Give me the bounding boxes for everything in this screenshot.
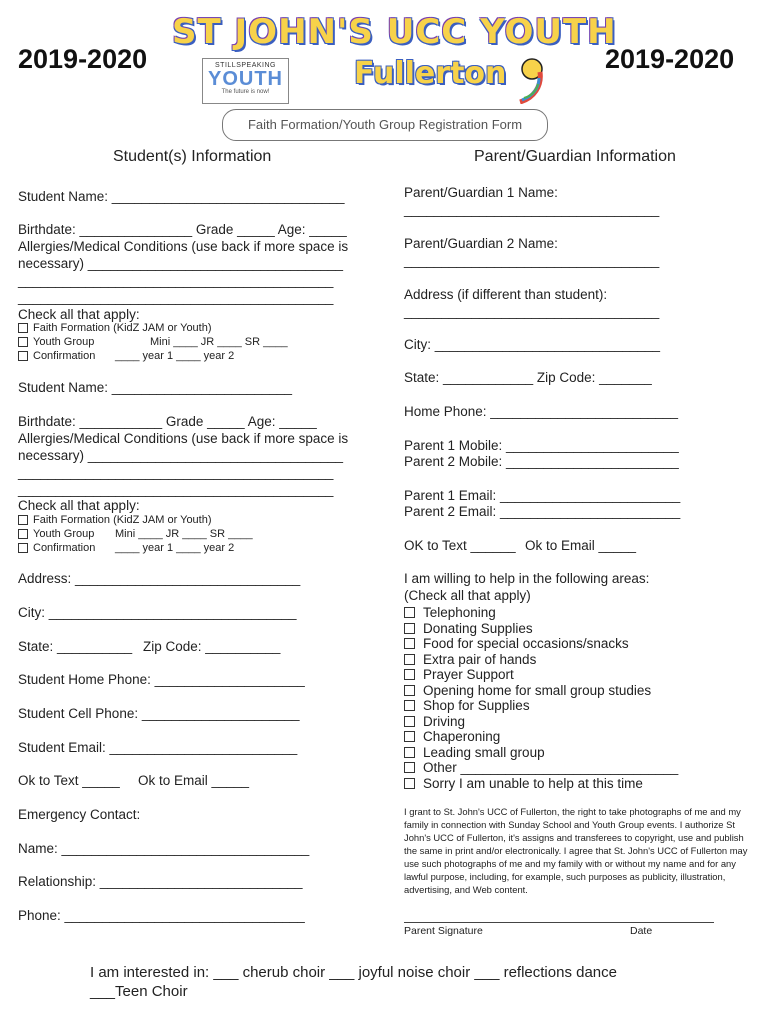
help-subheading: (Check all that apply) [404,588,531,603]
logo-tagline: The future is now! [221,89,270,95]
student2-allergies-line[interactable]: __________________________________________ [18,482,334,497]
checkbox[interactable] [18,323,28,333]
student-ok-to-email-field[interactable]: Ok to Email _____ [138,773,250,788]
help-option-food[interactable]: Food for special occasions/snacks [404,636,629,651]
student1-confirmation-option[interactable]: Confirmation [18,350,95,362]
student-home-phone-field[interactable]: Student Home Phone: ____________________ [18,672,305,687]
student1-youth-group-option[interactable]: Youth Group [18,336,94,348]
banner-subtitle: Fullerton [354,56,507,91]
parent1-mobile-field[interactable]: Parent 1 Mobile: _______________________ [404,438,679,453]
parent-info-heading: Parent/Guardian Information [474,148,676,165]
student2-name-field[interactable]: Student Name: ________________________ [18,380,292,395]
student-city-field[interactable]: City: _________________________________ [18,605,297,620]
help-option-shop-supplies[interactable]: Shop for Supplies [404,698,530,713]
checkbox[interactable] [404,623,415,634]
checkbox[interactable] [18,529,28,539]
student-address-field[interactable]: Address: ______________________________ [18,571,301,586]
student1-birthdate-field[interactable]: Birthdate: _______________ Grade _____ Age: _____ [18,222,347,237]
banner-title: ST JOHN'S UCC YOUTH [172,12,617,52]
checkbox[interactable] [404,716,415,727]
checkbox[interactable] [404,685,415,696]
student-ok-to-text-field[interactable]: Ok to Text _____ [18,773,120,788]
logo-main-text: YOUTH [208,68,283,90]
student2-faith-formation-option[interactable]: Faith Formation (KidZ JAM or Youth) [18,514,212,526]
student-zip-field[interactable]: Zip Code: __________ [143,639,281,654]
checkbox[interactable] [404,778,415,789]
student2-allergies-line[interactable]: __________________________________________ [18,465,334,480]
parent-home-phone-field[interactable]: Home Phone: _________________________ [404,404,679,419]
student2-confirmation-option[interactable]: Confirmation [18,542,95,554]
parent2-name-label: Parent/Guardian 2 Name: [404,236,558,251]
date-label: Date [630,925,653,937]
year-right: 2019-2020 [605,44,735,74]
parent1-email-field[interactable]: Parent 1 Email: ________________________ [404,488,681,503]
parent2-mobile-field[interactable]: Parent 2 Mobile: _______________________ [404,454,679,469]
parent-city-field[interactable]: City: ______________________________ [404,337,660,352]
help-option-leading-small-group[interactable]: Leading small group [404,745,545,760]
student2-check-label: Check all that apply: [18,498,140,513]
student2-youth-group-option[interactable]: Youth Group [18,528,94,540]
student1-faith-formation-option[interactable]: Faith Formation (KidZ JAM or Youth) [18,322,212,334]
help-option-prayer-support[interactable]: Prayer Support [404,667,514,682]
student2-confirmation-years[interactable]: ____ year 1 ____ year 2 [115,542,235,554]
student-cell-phone-field[interactable]: Student Cell Phone: _____________________ [18,706,300,721]
help-option-telephoning[interactable]: Telephoning [404,605,496,620]
student-info-heading: Student(s) Information [113,148,272,165]
parent1-name-label: Parent/Guardian 1 Name: [404,185,558,200]
help-heading: I am willing to help in the following areas: [404,571,650,586]
ucc-comma-icon [514,56,550,104]
student2-youth-group-levels[interactable]: Mini ____ JR ____ SR ____ [115,528,253,540]
help-option-other[interactable]: Other _____________________________ [404,760,678,775]
emergency-phone-field[interactable]: Phone: ________________________________ [18,908,305,923]
emergency-contact-label: Emergency Contact: [18,807,141,822]
checkbox[interactable] [404,669,415,680]
checkbox[interactable] [404,654,415,665]
form-title: Faith Formation/Youth Group Registration Form [222,109,548,141]
emergency-relationship-field[interactable]: Relationship: ___________________________ [18,874,303,889]
signature-line[interactable] [404,922,714,923]
help-option-driving[interactable]: Driving [404,714,465,729]
stillspeaking-youth-logo [202,58,289,104]
student1-check-label: Check all that apply: [18,307,140,322]
help-option-opening-home[interactable]: Opening home for small group studies [404,683,651,698]
student1-allergies-line[interactable]: __________________________________________ [18,273,334,288]
checkbox[interactable] [18,515,28,525]
student1-name-field[interactable]: Student Name: _______________________________ [18,189,345,204]
parent-address-field[interactable]: __________________________________ [404,304,660,319]
checkbox[interactable] [18,543,28,553]
student2-birthdate-field[interactable]: Birthdate: ___________ Grade _____ Age: _____ [18,414,317,429]
checkbox[interactable] [404,700,415,711]
student1-allergies-label: Allergies/Medical Conditions (use back if more space is [18,239,349,254]
parent-ok-to-email-field[interactable]: Ok to Email _____ [525,538,637,553]
parent2-email-field[interactable]: Parent 2 Email: ________________________ [404,504,681,519]
student1-allergies-line[interactable]: __________________________________________ [18,290,334,305]
student2-allergies-field[interactable]: necessary) __________________________________ [18,448,344,463]
student1-youth-group-levels[interactable]: Mini ____ JR ____ SR ____ [150,336,288,348]
help-option-unable[interactable]: Sorry I am unable to help at this time [404,776,643,791]
student-email-field[interactable]: Student Email: _________________________ [18,740,298,755]
parent-state-zip-field[interactable]: State: ____________ Zip Code: _______ [404,370,652,385]
photo-consent-text: I grant to St. John's UCC of Fullerton, the right to take photographs of me and my family in connection with Sunday School and Youth Group events. I authorize St John's UCC of Fullerton, it's assigns and transferees to copyright, use and publish the same in print and/or electronically. I agree that St. John's UCC of Fullerton may use such photographs of me and my family with or without my name and for any lawful purpose, including, for example, such purposes as publicity, illustration, advertising, and Web content. [404,806,748,895]
student1-allergies-field[interactable]: necessary) __________________________________ [18,256,344,271]
parent-ok-to-text-field[interactable]: OK to Text ______ [404,538,516,553]
parent-address-label: Address (if different than student): [404,287,608,302]
checkbox[interactable] [18,337,28,347]
help-option-chaperoning[interactable]: Chaperoning [404,729,500,744]
parent-signature-label: Parent Signature [404,925,483,937]
checkbox[interactable] [404,607,415,618]
student-state-field[interactable]: State: __________ [18,639,133,654]
choir-interest-field[interactable]: I am interested in: ___ cherub choir ___ joyful noise choir ___ reflections dance [90,964,617,981]
checkbox[interactable] [404,762,415,773]
parent1-name-field[interactable]: __________________________________ [404,202,660,217]
checkbox[interactable] [18,351,28,361]
student2-allergies-label: Allergies/Medical Conditions (use back if more space is [18,431,349,446]
help-option-donating-supplies[interactable]: Donating Supplies [404,621,533,636]
teen-choir-field[interactable]: ___Teen Choir [90,983,188,1000]
student1-confirmation-years[interactable]: ____ year 1 ____ year 2 [115,350,235,362]
emergency-name-field[interactable]: Name: _________________________________ [18,841,310,856]
checkbox[interactable] [404,731,415,742]
logo-top-text: STILLSPEAKING [215,62,276,69]
help-option-extra-hands[interactable]: Extra pair of hands [404,652,536,667]
checkbox[interactable] [404,747,415,758]
checkbox[interactable] [404,638,415,649]
parent2-name-field[interactable]: __________________________________ [404,253,660,268]
year-left: 2019-2020 [18,44,148,74]
